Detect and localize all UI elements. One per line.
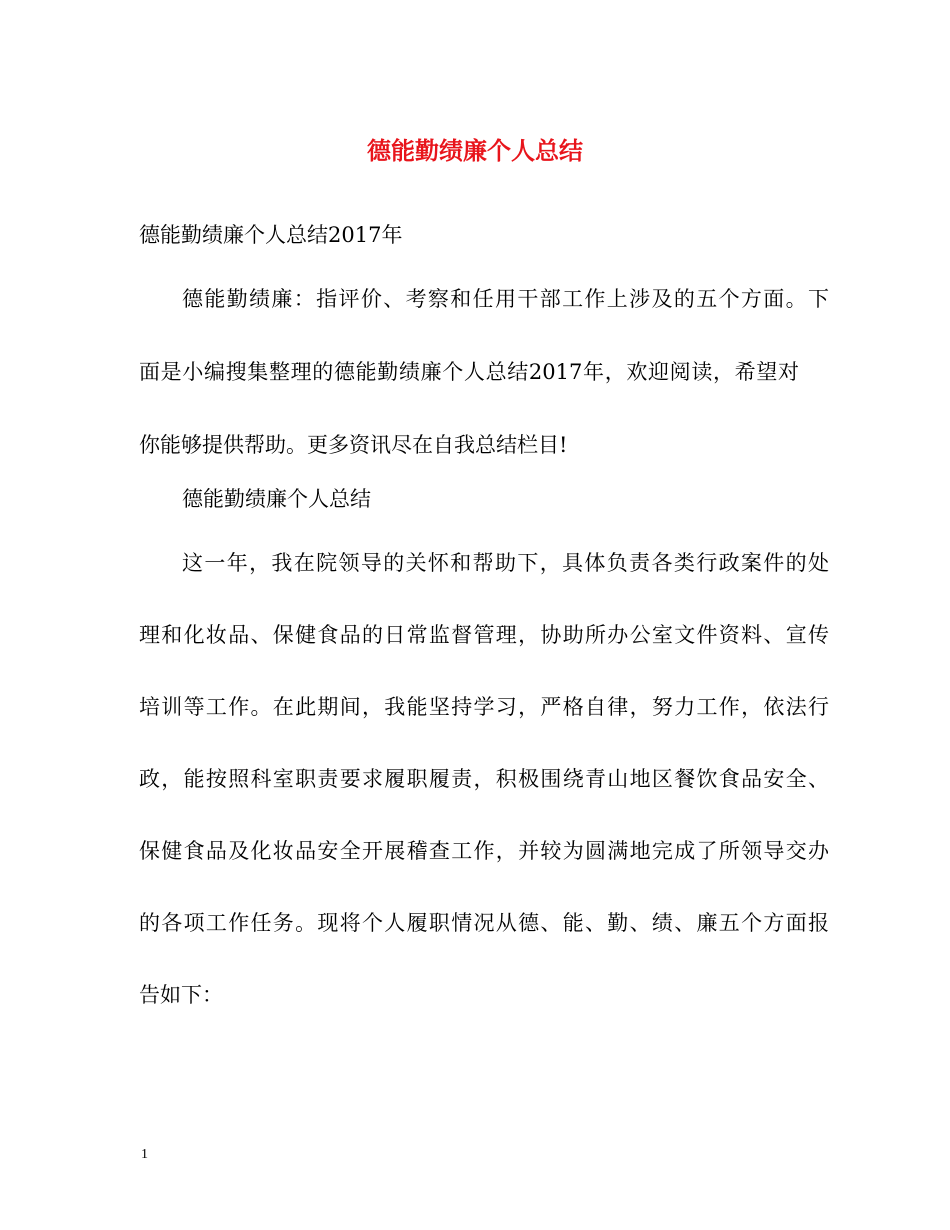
body-line-3: 培训等工作。在此期间，我能坚持学习，严格自律，努力工作，依法行 xyxy=(139,695,829,719)
body-line-2: 理和化妆品、保健食品的日常监督管理，协助所办公室文件资料、宣传 xyxy=(139,623,829,647)
document-subtitle: 德能勤绩廉个人总结2017年 xyxy=(139,223,403,247)
section-heading: 德能勤绩廉个人总结 xyxy=(182,487,371,511)
body-line-5: 保健食品及化妆品安全开展稽查工作，并较为圆满地完成了所领导交办 xyxy=(139,839,829,863)
intro-line-3: 你能够提供帮助。更多资讯尽在自我总结栏目! xyxy=(139,433,568,457)
page-number: 1 xyxy=(141,1147,148,1162)
body-line-1: 这一年，我在院领导的关怀和帮助下，具体负责各类行政案件的处 xyxy=(182,551,829,575)
document-title: 德能勤绩廉个人总结 xyxy=(367,136,583,165)
intro-line-2: 面是小编搜集整理的德能勤绩廉个人总结2017年，欢迎阅读，希望对 xyxy=(139,360,799,384)
body-line-4: 政，能按照科室职责要求履职履责，积极围绕青山地区餐饮食品安全、 xyxy=(139,767,829,791)
body-line-7: 告如下： xyxy=(139,983,223,1007)
body-line-6: 的各项工作任务。现将个人履职情况从德、能、勤、绩、廉五个方面报 xyxy=(139,911,829,935)
intro-line-1: 德能勤绩廉：指评价、考察和任用干部工作上涉及的五个方面。下 xyxy=(182,287,829,311)
